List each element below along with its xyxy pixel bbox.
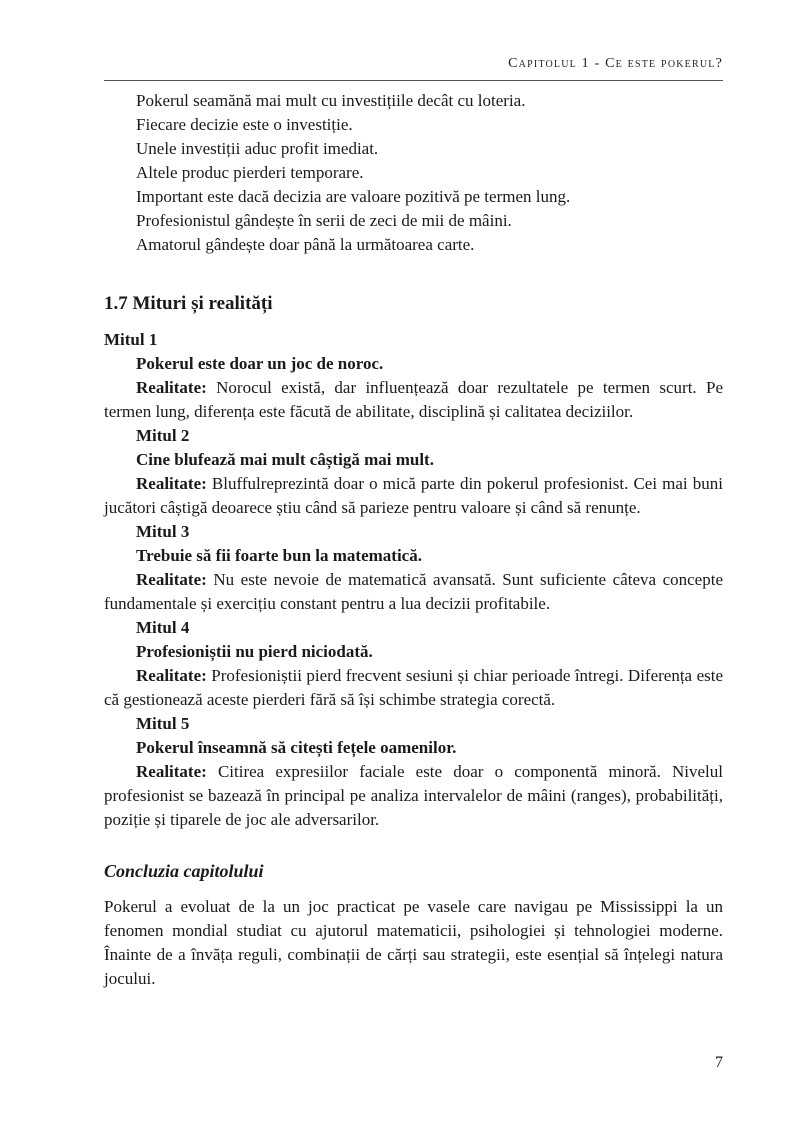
myth-label: Mitul 2 [136, 426, 190, 445]
reality-label: Realitate: [136, 378, 207, 397]
myth-label: Mitul 5 [136, 714, 190, 733]
reality-text: Citirea expresiilor faciale este doar o componentă minoră. Nivelul profesionist se bazează în principal pe analiza intervalelor de mâini (ranges), probabilități, poziție și tiparele de joc ale adversarilor. [104, 762, 723, 829]
myth-claim: Trebuie să fii foarte bun la matematică. [136, 546, 422, 565]
myth-reality [104, 664, 723, 712]
section-title: 1.7 Mituri și realități [104, 293, 273, 314]
header-rule [104, 80, 723, 81]
reality-text: Profesioniștii pierd frecvent sesiuni și chiar perioade întregi. Diferența este că gestionează aceste pierderi fără să își schimbe strategia corectă. [104, 666, 723, 709]
reality-text: Bluffulreprezintă doar o mică parte din pokerul profesionist. Cei mai buni jucători câștigă deoarece știu când să parieze pentru valoare și când să renunțe. [104, 474, 723, 517]
myth-reality [104, 760, 723, 832]
reality-label: Realitate: [136, 666, 207, 685]
myth-label: Mitul 4 [136, 618, 190, 637]
page-body [104, 89, 723, 991]
myth-claim: Pokerul înseamnă să citești fețele oamenilor. [136, 738, 457, 757]
myth-reality [104, 376, 723, 424]
myth-5 [104, 712, 723, 832]
reality-text: Norocul există, dar influențează doar rezultatele pe termen scurt. Pe termen lung, diferența este făcută de abilitate, disciplină și calitatea deciziilor. [104, 378, 723, 421]
reality-label: Realitate: [136, 762, 207, 781]
intro-line: Unele investiții aduc profit imediat. [136, 139, 379, 158]
intro-line: Profesionistul gândește în serii de zeci de mii de mâini. [136, 211, 512, 230]
conclusion-text: Pokerul a evoluat de la un joc practicat pe vasele care navigau pe Mississippi la un fenomen mondial studiat cu ajutorul matematicii, psihologiei și tehnologiei moderne. Înainte de a învăța reguli, combinații de cărți sau strategii, este esențial să înțelegi natura jocului. [104, 897, 723, 988]
myth-label: Mitul 3 [136, 522, 190, 541]
reality-label: Realitate: [136, 570, 207, 589]
reality-text: Nu este nevoie de matematică avansată. Sunt suficiente câteva concepte fundamentale și exercițiu constant pentru a lua decizii profitabile. [104, 570, 723, 613]
intro-line: Altele produc pierderi temporare. [136, 163, 364, 182]
page-number: 7 [715, 1054, 723, 1071]
myth-3 [104, 520, 723, 616]
myth-2 [104, 424, 723, 520]
myth-claim: Profesioniștii nu pierd niciodată. [136, 642, 373, 661]
intro-lines [104, 89, 723, 257]
myth-reality [104, 472, 723, 520]
myth-claim: Cine blufează mai mult câștigă mai mult. [136, 450, 434, 469]
myth-4 [104, 616, 723, 712]
intro-line: Pokerul seamănă mai mult cu investițiile decât cu loteria. [136, 91, 526, 110]
myth-label: Mitul 1 [104, 330, 158, 349]
conclusion-title: Concluzia capitolului [104, 861, 264, 881]
intro-line: Amatorul gândește doar până la următoarea carte. [136, 235, 475, 254]
myth-1 [104, 328, 723, 424]
myth-claim: Pokerul este doar un joc de noroc. [136, 354, 384, 373]
reality-label: Realitate: [136, 474, 207, 493]
intro-line: Important este dacă decizia are valoare pozitivă pe termen lung. [136, 187, 571, 206]
intro-line: Fiecare decizie este o investiție. [136, 115, 353, 134]
running-head: Capitolul 1 - Ce este pokerul? [508, 56, 723, 71]
myth-reality [104, 568, 723, 616]
